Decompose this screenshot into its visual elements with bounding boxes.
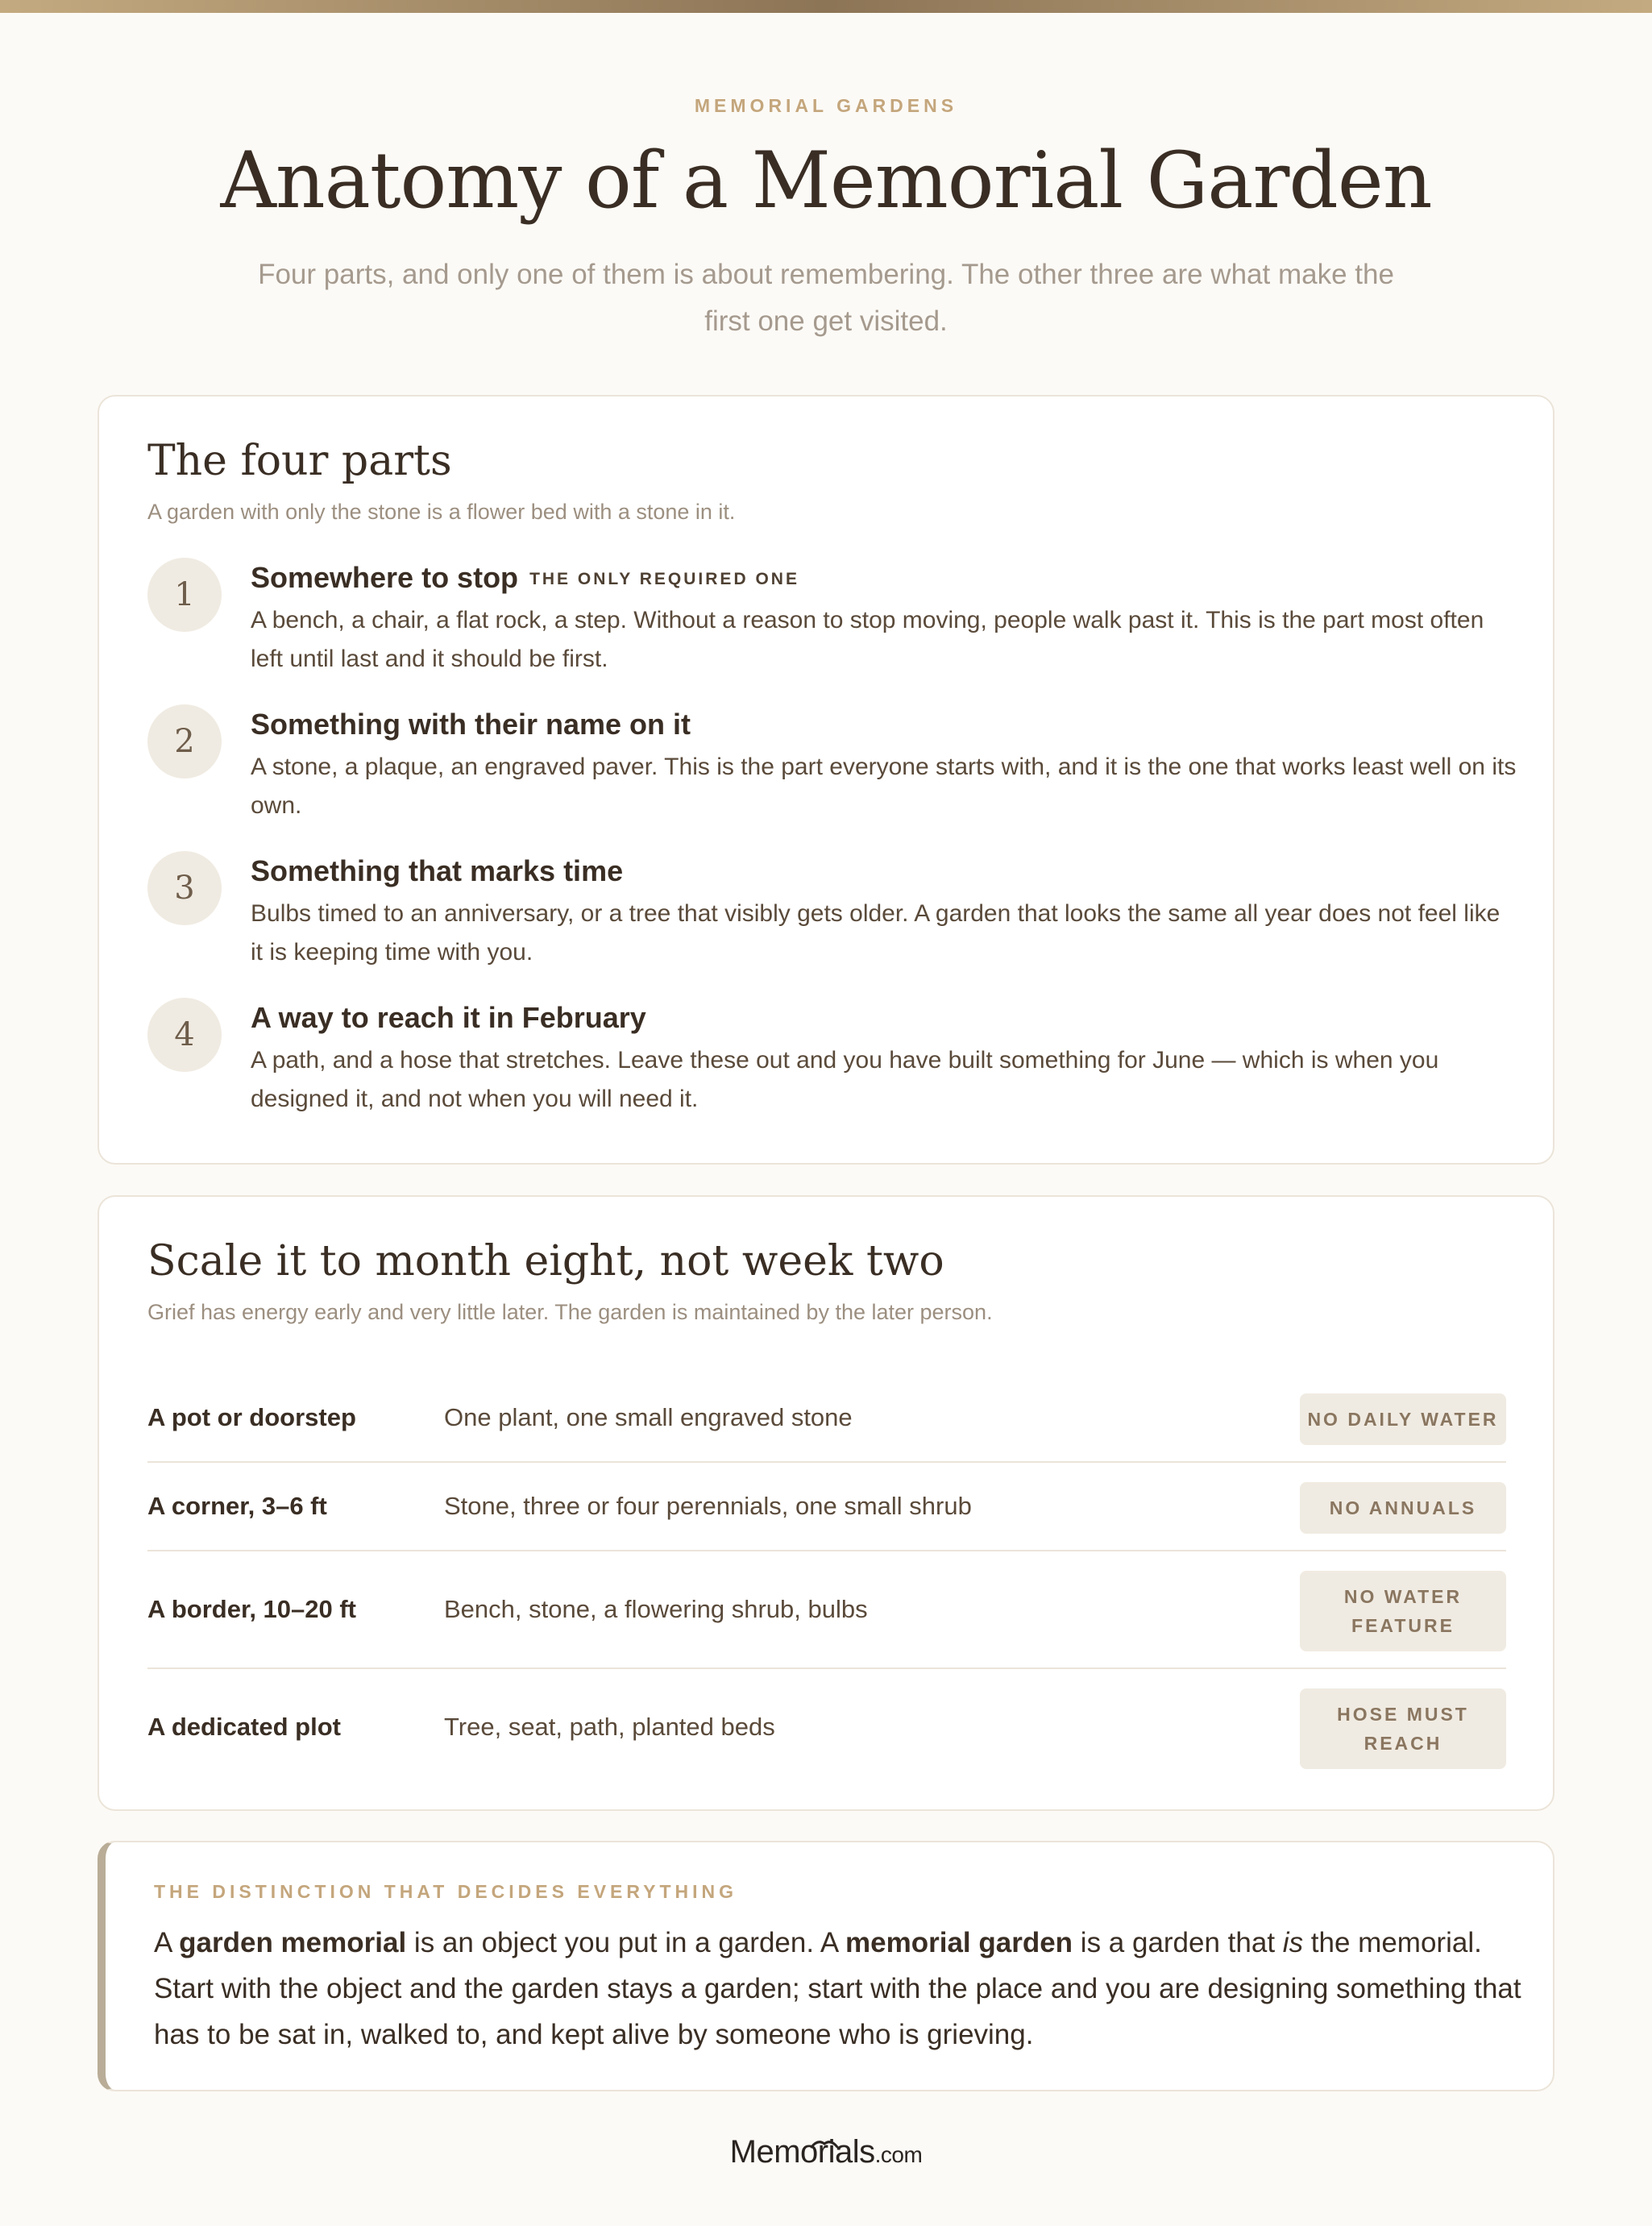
scale-rule-badge: NO ANNUALS (1300, 1482, 1506, 1534)
part-title: Somewhere to stop (251, 561, 519, 594)
scale-row (147, 1669, 1506, 1787)
top-accent-band (0, 0, 1652, 13)
callout-label: THE DISTINCTION THAT DECIDES EVERYTHING (154, 1881, 738, 1902)
scale-size: A dedicated plot (147, 1713, 341, 1741)
page-eyebrow: MEMORIAL GARDENS (694, 95, 958, 116)
scale-items: Tree, seat, path, planted beds (444, 1713, 775, 1741)
part-number-badge: 3 (147, 851, 222, 925)
four-parts-card (98, 395, 1554, 1165)
scale-title: Scale it to month eight, not week two (147, 1237, 944, 1285)
brand-logo[interactable] (0, 2134, 1652, 2170)
scale-rule-badge: NO DAILY WATER (1300, 1393, 1506, 1445)
scale-size: A pot or doorstep (147, 1403, 356, 1431)
page-title: Anatomy of a Memorial Garden (220, 135, 1432, 226)
part-number-badge: 4 (147, 998, 222, 1072)
part-number-badge: 1 (147, 558, 222, 632)
callout-text: A garden memorial is an object you put in a garden. A memorial garden is a garden that is the memorial. Start with the object and the garden stays a garden; start with the place and you are designing something that has to be sat in, walked to, and kept alive by someone who is grieving. (154, 1927, 1521, 2050)
scale-items: Stone, three or four perennials, one small shrub (444, 1492, 972, 1520)
scale-items: Bench, stone, a flowering shrub, bulbs (444, 1595, 868, 1623)
part-description: Bulbs timed to an anniversary, or a tree that visibly gets older. A garden that looks the same all year does not feel like it is keeping time with you. (251, 900, 1500, 966)
scale-size: A corner, 3–6 ft (147, 1492, 327, 1520)
scale-row (147, 1374, 1506, 1463)
part-description: A bench, a chair, a flat rock, a step. Without a reason to stop moving, people walk past it. This is the part most often left until last and it should be first. (251, 607, 1484, 672)
brand-name: Memorials (729, 2134, 875, 2170)
term-garden-memorial: garden memorial (179, 1927, 407, 1958)
scale-card (98, 1195, 1554, 1811)
scale-items: One plant, one small engraved stone (444, 1403, 853, 1431)
scale-size: A border, 10–20 ft (147, 1595, 357, 1623)
part-description: A path, and a hose that stretches. Leave these out and you have built something for June — which is when you designed it, and not when you will need it. (251, 1047, 1439, 1112)
scale-rule-badge: HOSE MUST REACH (1300, 1688, 1506, 1769)
part-title: A way to reach it in February (251, 1001, 646, 1034)
emphasis-is: is (1282, 1927, 1304, 1958)
scale-row (147, 1463, 1506, 1551)
part-number-badge: 2 (147, 704, 222, 779)
part-title: Something that marks time (251, 854, 624, 887)
page-subtitle: Four parts, and only one of them is about remembering. The other three are what make the first one get visited. (258, 259, 1394, 337)
required-tag: THE ONLY REQUIRED ONE (529, 570, 799, 588)
scale-subtitle: Grief has energy early and very little later. The garden is maintained by the later person. (147, 1300, 993, 1324)
term-memorial-garden: memorial garden (845, 1927, 1073, 1958)
scale-row (147, 1551, 1506, 1669)
four-parts-subtitle: A garden with only the stone is a flower bed with a stone in it. (147, 500, 736, 524)
part-description: A stone, a plaque, an engraved paver. This is the part everyone starts with, and it is the one that works least well on its own. (251, 754, 1517, 819)
distinction-callout (98, 1841, 1554, 2091)
part-title: Something with their name on it (251, 708, 691, 741)
four-parts-title: The four parts (147, 437, 452, 485)
brand-suffix: .com (874, 2142, 923, 2167)
scale-rule-badge: NO WATER FEATURE (1300, 1571, 1506, 1651)
